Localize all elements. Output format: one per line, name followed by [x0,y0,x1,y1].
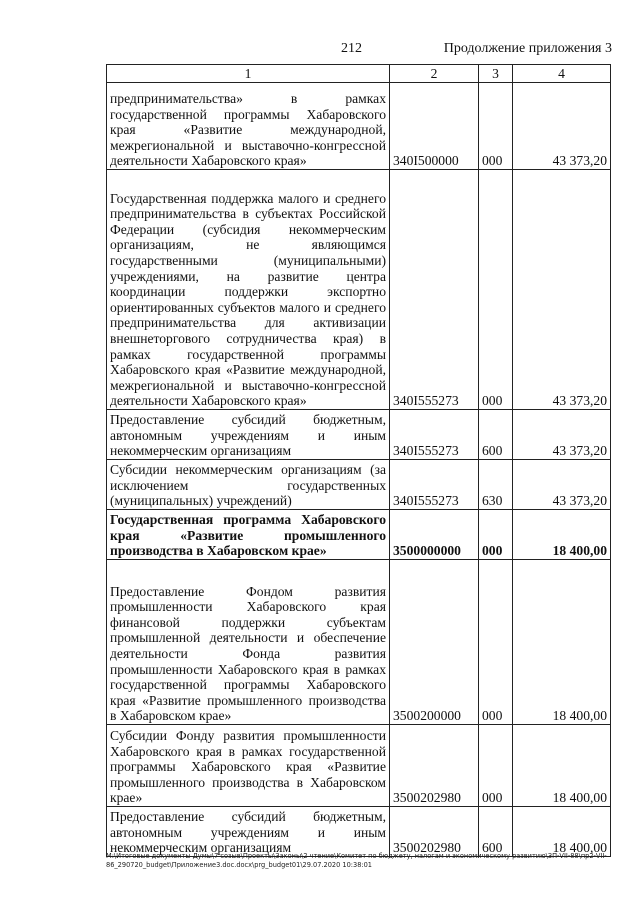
row-expense-type: 000 [479,510,513,560]
row-description: Субсидии Фонду развития промышленности Хабаровского края в рамках государственной программы Хабаровского края «Развитие промышленного производства в Хабаровском крае» [107,725,390,807]
row-description: Государственная поддержка малого и среднего предпринимательства в субъектах Российской Федерации (субсидия некоммерческим организациям, не являющимся государственными (муниципальными) учреждениями, на развитие центра координации поддержки экспортно ориентированных субъектов малого и среднего предпринимательства для активизации внешнеторгового сотрудничества края) в рамках государственной программы Хабаровского края «Развитие международной, межрегиональной и выставочно-конгрессной деятельности Хабаровского края» [107,170,390,410]
table-row [107,460,611,510]
row-target-code: 340I500000 [390,83,479,170]
row-description: Субсидии некоммерческим организациям (за исключением государственных (муниципальных) учреждений) [107,460,390,510]
table-row [107,725,611,807]
table-row [107,170,611,410]
row-amount: 18 400,00 [513,725,611,807]
row-expense-type: 630 [479,460,513,510]
table-header-row [107,65,611,83]
row-target-code: 3500202980 [390,807,479,857]
table-row [107,560,611,725]
row-expense-type: 000 [479,725,513,807]
row-expense-type: 000 [479,83,513,170]
table-row-program [107,510,611,560]
row-amount: 43 373,20 [513,460,611,510]
column-header: 2 [390,65,479,83]
column-header: 4 [513,65,611,83]
row-amount: 43 373,20 [513,170,611,410]
column-header: 3 [479,65,513,83]
row-amount: 43 373,20 [513,83,611,170]
row-target-code: 3500000000 [390,510,479,560]
table-row [107,83,611,170]
row-amount: 43 373,20 [513,410,611,460]
row-description: предпринимательства» в рамках государственной программы Хабаровского края «Развитие международной, межрегиональной и выставочно-конгрессной деятельности Хабаровского края» [107,83,390,170]
file-path-footer: M:\Итоговые документы Думы\7 созыв\Проекты\Законы\2 чтение\Комитет по бюджету, налогам и экономическому развитию\ЗП-VII-88\пр2-VII-86_290720_budget\Приложение3.doc.docx\prg_budget01\29.07.2020 10:38:01 [106,852,607,869]
row-target-code: 3500202980 [390,725,479,807]
budget-table [106,64,611,857]
row-target-code: 3500200000 [390,560,479,725]
row-target-code: 340I555273 [390,410,479,460]
continuation-label: Продолжение приложения 3 [443,41,612,56]
row-expense-type: 600 [479,807,513,857]
table-row [107,410,611,460]
table-row [107,807,611,857]
row-description: Государственная программа Хабаровского края «Развитие промышленного производства в Хабаровском крае» [107,510,390,560]
row-description: Предоставление Фондом развития промышленности Хабаровского края финансовой поддержки субъектам промышленной деятельности и обеспечение деятельности Фонда развития промышленности Хабаровского края в рамках государственной программы Хабаровского края «Развитие промышленного производства в Хабаровском крае» [107,560,390,725]
row-expense-type: 600 [479,410,513,460]
row-target-code: 340I555273 [390,460,479,510]
column-header: 1 [107,65,390,83]
page-number: 212 [341,41,362,56]
row-amount: 18 400,00 [513,807,611,857]
row-description: Предоставление субсидий бюджетным, автономным учреждениям и иным некоммерческим организациям [107,807,390,857]
row-expense-type: 000 [479,560,513,725]
row-expense-type: 000 [479,170,513,410]
row-target-code: 340I555273 [390,170,479,410]
row-amount: 18 400,00 [513,560,611,725]
row-description: Предоставление субсидий бюджетным, автономным учреждениям и иным некоммерческим организациям [107,410,390,460]
row-amount: 18 400,00 [513,510,611,560]
